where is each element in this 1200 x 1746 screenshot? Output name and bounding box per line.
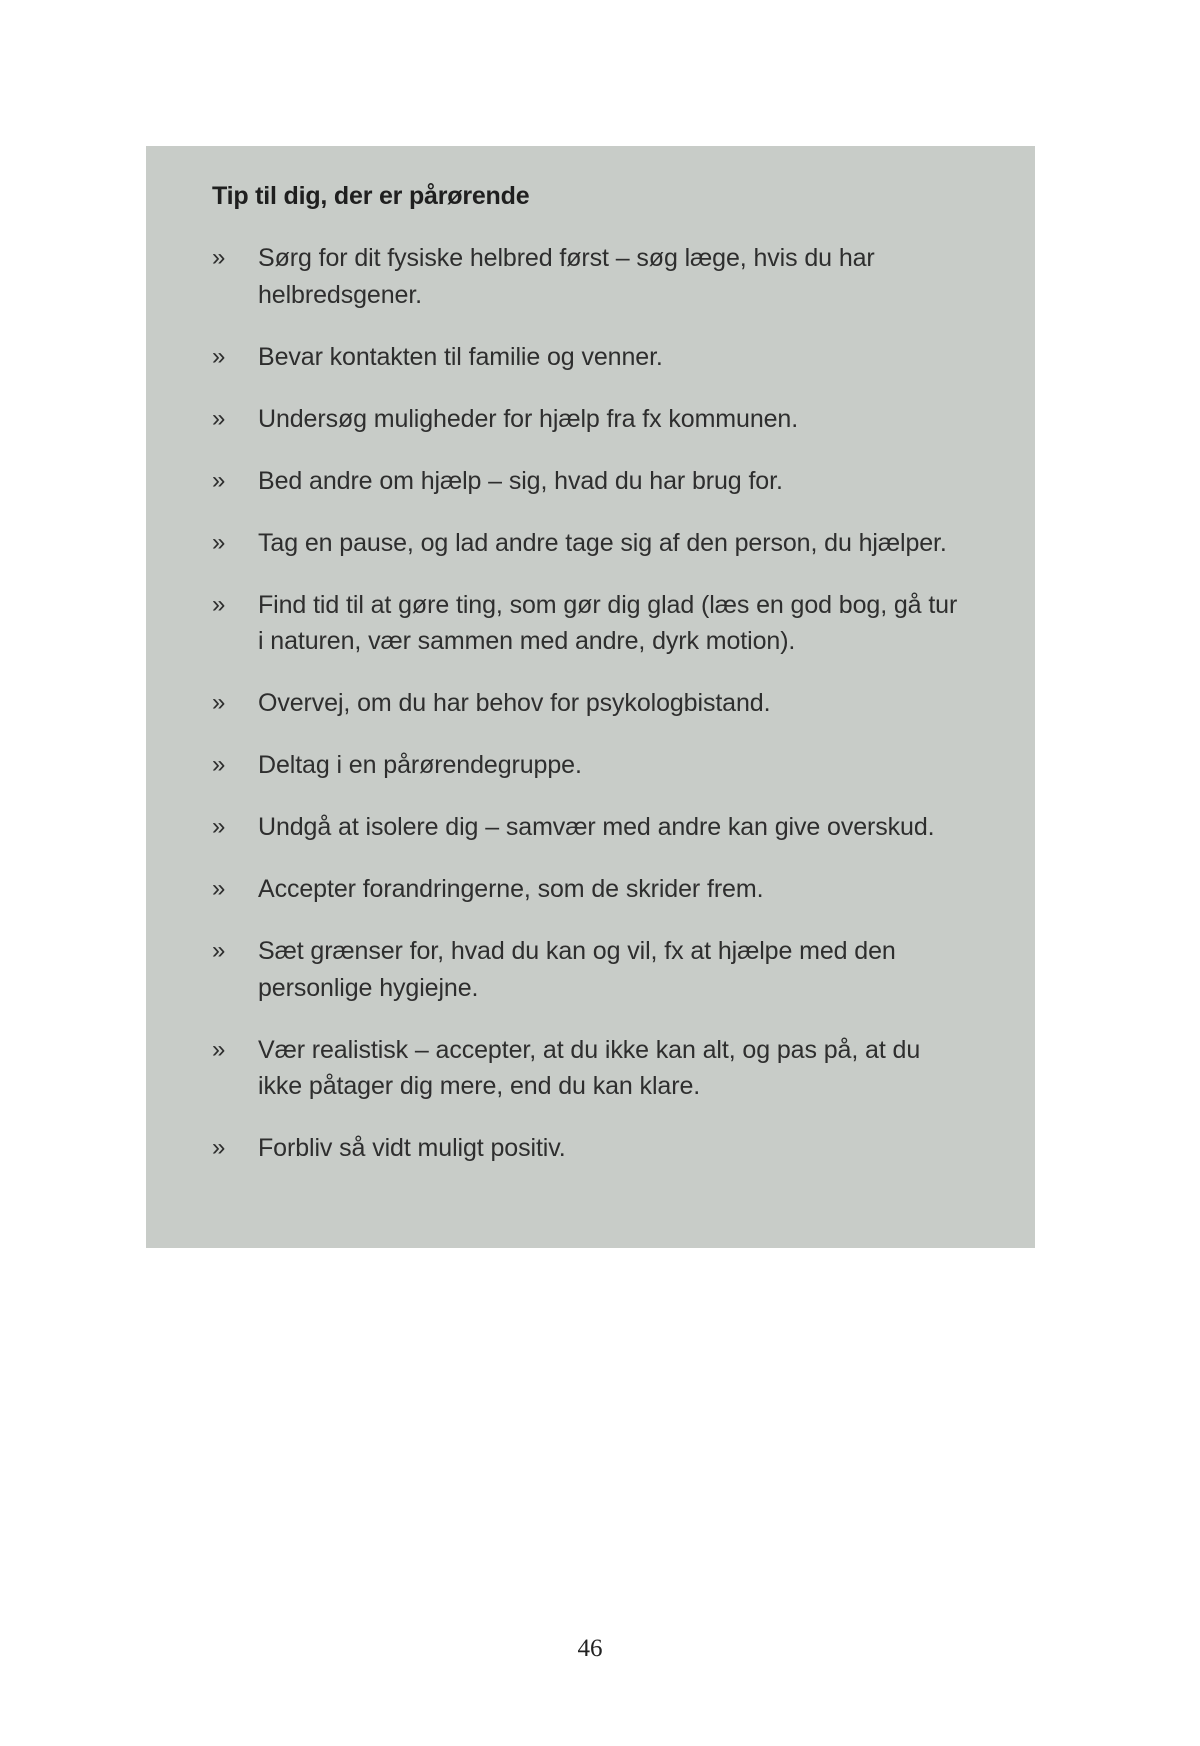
list-item-text: Undersøg muligheder for hjælp fra fx kommunen. [258,404,799,433]
list-item-text: Vær realistisk – accepter, at du ikke kan alt, og pas på, at du ikke påtager dig mere, end du kan klare. [258,1035,921,1100]
list-item-text: Find tid til at gøre ting, som gør dig glad (læs en god bog, gå tur i naturen, vær sammen med andre, dyrk motion). [258,590,958,655]
list-item-text: Sørg for dit fysiske helbred først – søg læge, hvis du har helbredsgener. [258,244,875,309]
list-item [212,685,965,722]
list-item-text: Tag en pause, og lad andre tage sig af den person, du hjælper. [258,528,947,557]
list-item [212,933,965,1006]
bullet-icon: » [212,590,226,618]
bullet-icon: » [212,689,226,716]
tip-list [212,240,965,1167]
list-item [212,747,965,784]
tip-box-title: Tip til dig, der er pårørende [212,182,530,210]
list-item-text: Overvej, om du har behov for psykologbistand. [258,689,771,717]
bullet-icon: » [212,404,226,432]
bullet-icon: » [212,1035,226,1063]
list-item-text: Accepter forandringerne, som de skrider frem. [258,875,764,903]
bullet-icon: » [212,751,226,778]
list-item-text: Undgå at isolere dig – samvær med andre kan give overskud. [258,813,935,841]
list-item [212,339,965,376]
bullet-icon: » [212,937,226,964]
list-item [212,525,965,562]
list-item-text: Forbliv så vidt muligt positiv. [258,1134,566,1162]
list-item [212,1130,965,1167]
list-item [212,809,965,846]
list-item [212,871,965,908]
bullet-icon: » [212,244,226,271]
list-item [212,401,965,438]
page-number: 46 [577,1635,603,1662]
list-item [212,587,965,660]
bullet-icon: » [212,466,226,494]
tip-box [146,146,1035,1248]
list-item [212,1032,965,1105]
list-item-text: Deltag i en pårørendegruppe. [258,751,582,779]
list-item [212,463,965,500]
bullet-icon: » [212,1134,226,1161]
bullet-icon: » [212,528,226,556]
list-item [212,240,965,313]
list-item-text: Sæt grænser for, hvad du kan og vil, fx at hjælpe med den personlige hygiejne. [258,937,896,1002]
list-item-text: Bed andre om hjælp – sig, hvad du har brug for. [258,466,783,495]
bullet-icon: » [212,342,226,370]
bullet-icon: » [212,875,226,902]
bullet-icon: » [212,813,226,840]
list-item-text: Bevar kontakten til familie og venner. [258,342,663,371]
